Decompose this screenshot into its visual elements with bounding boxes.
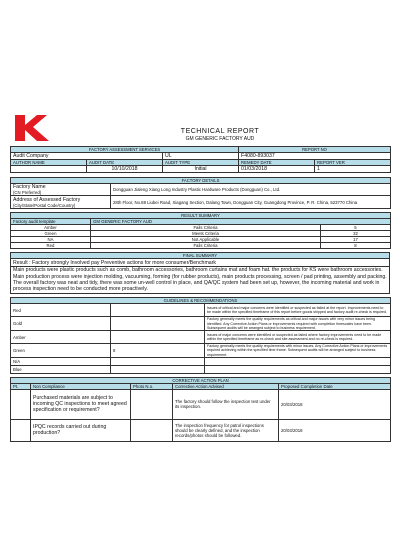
- result-summary-header: RESULT SUMMARY: [11, 213, 391, 219]
- report-ver-header: REPORT VER: [315, 160, 391, 166]
- guidelines-table: [10, 297, 391, 373]
- result-row-amber-count: 5: [321, 225, 391, 231]
- remedy-date-header: REMEDY DATE: [239, 160, 315, 166]
- report-no-header: REPORT NO: [239, 147, 391, 153]
- guideline-red-mid: [111, 304, 205, 317]
- corrective-action-header: CORRECTIVE ACTION PLAN: [11, 377, 391, 383]
- final-summary-text: Main products were plastic products such as comb, bathroom accessories, bathroom curtains mat and foam hat. the products for KS were bathroom accessories. Main production process were injection molding, vacuuming, forming (for rubber products), main products processing, screen / pad printing, assembly and packing. The overall factory was neat and tidy, there was some un-well control in place, and QA/QC system had been set up, however, the incoming material and work in process inspection need to be conducted more proactively.: [11, 267, 390, 294]
- cap-col-nc: Non Compliance: [31, 383, 131, 389]
- final-summary-result: Result : Factory strongly Involved pay Preventive actions for more consumer/Benchmark: [11, 259, 390, 267]
- factory-assessment-header: FACTORY ASSESSMENT SERVICES: [11, 147, 239, 153]
- cap-row-2-photo: [131, 419, 173, 441]
- cap-row-1-date: 20/03/2018: [279, 389, 391, 419]
- cap-col-pt: Pt.: [11, 383, 31, 389]
- guideline-red-text: Issues of critical and major concerns were identified or suspected as failed at the report. Improvements need to be made within the specified timeframe of this report before goods shipped and factory audit re-check is required.: [205, 304, 391, 317]
- final-summary-table: [10, 252, 390, 294]
- result-row-red-desc: Fails Criteria: [91, 243, 321, 249]
- guideline-green-text: Factory generally meets the quality requirements with minor issues. Any Corrective Action Plans or improvements required achieving within the specified time frame. Subsequent audits will be arranged subject to business requirement.: [205, 344, 391, 358]
- result-summary-table: [10, 212, 391, 249]
- factory-address-label: [11, 196, 111, 209]
- cap-row-2-action: The inspection frequency for patrol inspections should be clearly defined, and the inspection records/photos should be followed.: [173, 419, 279, 441]
- result-row-green-label: Green: [11, 231, 91, 237]
- guideline-amber-text: Issues of major concerns were identified or suspected as failed where factory improvements need to be made within the specified timeframe as re-check and site assessment and no re-check is required.: [205, 331, 391, 344]
- audit-date-value: 10/10/2018: [87, 166, 163, 173]
- factory-name-value: Dongguan Jialeng Xiang Long Industry Plastic Hardware Products (Dongguan) Co., Ltd.: [111, 184, 391, 196]
- report-title: TECHNICAL REPORT: [180, 128, 260, 135]
- result-row-na-desc: Not Applicable: [91, 237, 321, 243]
- factory-name-sub: (CN Preferred): [13, 190, 42, 195]
- factory-name-title: Factory Name: [13, 184, 46, 190]
- guideline-gold-mid: [111, 317, 205, 331]
- result-row-amber-label: Amber: [11, 225, 91, 231]
- cap-row-1-nc: Purchased materials are subject to incoming QC inspections to meet agreed specification or requirement?: [31, 389, 131, 419]
- audit-company-value: UL: [163, 153, 239, 160]
- author-name-header: AUTHOR NAME: [11, 160, 87, 166]
- cap-col-photo: Photo N.o.: [131, 383, 173, 389]
- guideline-red-label: Red: [11, 304, 111, 317]
- guideline-gold-text: Factory generally meets the quality requirements as critical and major issues with very minor issues being identified. Any Corrective Action Plans or improvements required with completion timescales have been. Subsequent audits will be arranged subject to business requirement.: [205, 317, 391, 331]
- factory-address-value: 28th Floor, No.88 Liubei Road, Xiagang Section, Dalang Town, Dongguan City, Guangdong Province, P. R. China, 523770 China: [111, 196, 391, 209]
- result-row-red-count: 8: [321, 243, 391, 249]
- result-row-green-desc: Meets Criteria: [91, 231, 321, 237]
- corrective-action-table: [10, 377, 391, 442]
- author-name-value: [11, 166, 87, 173]
- guideline-na-text: [205, 357, 391, 365]
- cap-col-action: Corrective Action Advised: [173, 383, 279, 389]
- cap-row-2-pt: [11, 419, 31, 441]
- cap-row-1-photo: [131, 389, 173, 419]
- result-row-green-count: 32: [321, 231, 391, 237]
- audit-date-header: AUDIT DATE: [87, 160, 163, 166]
- guideline-amber-label: Amber: [11, 331, 111, 344]
- guideline-green-label: Green: [11, 344, 111, 358]
- guideline-blue-mid: [111, 365, 205, 373]
- template-value: GM GENERIC FACTORY AUD: [91, 219, 391, 225]
- cap-row-1-pt: [11, 389, 31, 419]
- table-row: [11, 419, 391, 441]
- guideline-na-mid: [111, 357, 205, 365]
- guideline-blue-text: [205, 365, 391, 373]
- cap-row-2-date: 20/03/2018: [279, 419, 391, 441]
- cap-row-1-action: The factory should follow the inspection test under its inspection.: [173, 389, 279, 419]
- template-label: Factory audit template: [11, 219, 91, 225]
- guideline-amber-mid: [111, 331, 205, 344]
- guidelines-header: GUIDELINES & RECOMMENDATIONS: [11, 298, 391, 304]
- factory-name-label: [11, 184, 111, 196]
- result-row-na-label: NA: [11, 237, 91, 243]
- guideline-green-mid: 8: [111, 344, 205, 358]
- result-row-amber-desc: Fails Criteria: [91, 225, 321, 231]
- table-row: [11, 389, 391, 419]
- factory-details-header: FACTORY DETAILS: [11, 178, 391, 184]
- guideline-gold-label: Gold: [11, 317, 111, 331]
- remedy-date-value: 01/03/2018: [239, 166, 315, 173]
- guideline-na-label: N/A: [11, 357, 111, 365]
- result-row-na-count: 17: [321, 237, 391, 243]
- report-title-block: [0, 128, 400, 142]
- report-subtitle: GM GENERIC FACTORY AUD: [185, 136, 255, 142]
- cap-col-date: Proposed Completion Date: [279, 383, 391, 389]
- audit-company-label: Audit Company: [11, 153, 163, 160]
- factory-address-title: Address of Assessed Factory: [13, 196, 81, 203]
- factory-details-table: [10, 177, 391, 209]
- factory-address-sub: (City/State/Postal Code/Country): [13, 202, 76, 208]
- overview-table: [10, 146, 391, 173]
- report-no-value: F4080-893037: [239, 153, 391, 160]
- audit-type-header: AUDIT TYPE: [163, 160, 239, 166]
- audit-type-value: Initial: [163, 166, 239, 173]
- final-summary-header: FINAL SUMMARY: [11, 253, 390, 259]
- guideline-blue-label: Blue: [11, 365, 111, 373]
- cap-row-2-nc: IPQC records carried out during production?: [31, 419, 131, 441]
- report-body: [10, 146, 390, 442]
- report-ver-value: 1: [315, 166, 391, 173]
- result-row-red-label: Red: [11, 243, 91, 249]
